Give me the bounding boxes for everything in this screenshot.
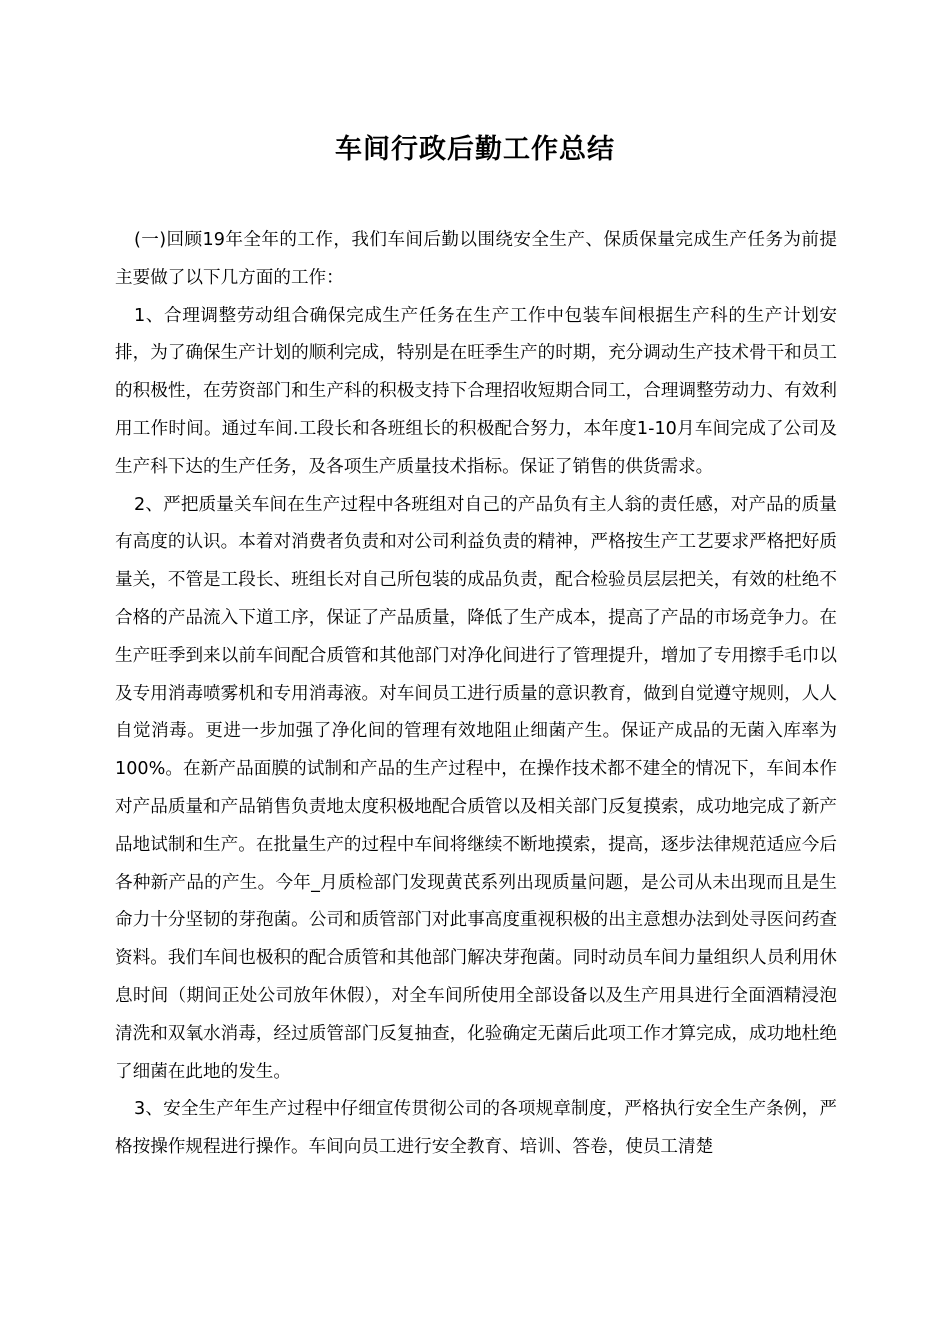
document-title: 车间行政后勤工作总结 — [335, 134, 615, 165]
document-body — [115, 222, 837, 1167]
paragraph-intro: (一)回顾19年全年的工作，我们车间后勤以围绕安全生产、保质保量完成生产任务为前提主要做了以下几方面的工作： — [115, 230, 837, 288]
paragraph-item-1: 1、合理调整劳动组合确保完成生产任务在生产工作中包装车间根据生产科的生产计划安排，为了确保生产计划的顺利完成，特别是在旺季生产的时期，充分调动生产技术骨干和员工的积极性，在劳资部门和生产科的积极支持下合理招收短期合同工，合理调整劳动力、有效利用工作时间。通过车间.工段长和各班组长的积极配合努力，本年度1-10月车间完成了公司及生产科下达的生产任务，及各项生产质量技术指标。保证了销售的供货需求。 — [115, 305, 837, 477]
paragraph-item-3: 3、安全生产年生产过程中仔细宣传贯彻公司的各项规章制度，严格执行安全生产条例，严格按操作规程进行操作。车间向员工进行安全教育、培训、答卷，使员工清楚 — [115, 1099, 837, 1158]
paragraph-item-2: 2、严把质量关车间在生产过程中各班组对自己的产品负有主人翁的责任感，对产品的质量有高度的认识。本着对消费者负责和对公司利益负责的精神，严格按生产工艺要求严格把好质量关，不管是工段长、班组长对自己所包装的成品负责，配合检验员层层把关，有效的杜绝不合格的产品流入下道工序，保证了产品质量，降低了生产成本，提高了产品的市场竞争力。在生产旺季到来以前车间配合质管和其他部门对净化间进行了管理提升，增加了专用擦手毛巾以及专用消毒喷雾机和专用消毒液。对车间员工进行质量的意识教育，做到自觉遵守规则，人人自觉消毒。更进一步加强了净化间的管理有效地阻止细菌产生。保证产成品的无菌入库率为100%。在新产品面膜的试制和产品的生产过程中，在操作技术都不建全的情况下，车间本作对产品质量和产品销售负责地太度积极地配合质管以及相关部门反复摸索，成功地完成了新产品地试制和生产。在批量生产的过程中车间将继续不断地摸索，提高，逐步法律规范适应今后各种新产品的产生。今年_月质检部门发现黄芪系列出现质量问题，是公司从未出现而且是生命力十分坚韧的芽孢菌。公司和质管部门对此事高度重视积极的出主意想办法到处寻医问药查资料。我们车间也极积的配合质管和其他部门解决芽孢菌。同时动员车间力量组织人员利用休息时间（期间正处公司放年休假），对全车间所使用全部设备以及生产用具进行全面酒精浸泡清洗和双氧水消毒，经过质管部门反复抽查，化验确定无菌后此项工作才算完成，成功地杜绝了细菌在此地的发生。 — [115, 494, 837, 1082]
